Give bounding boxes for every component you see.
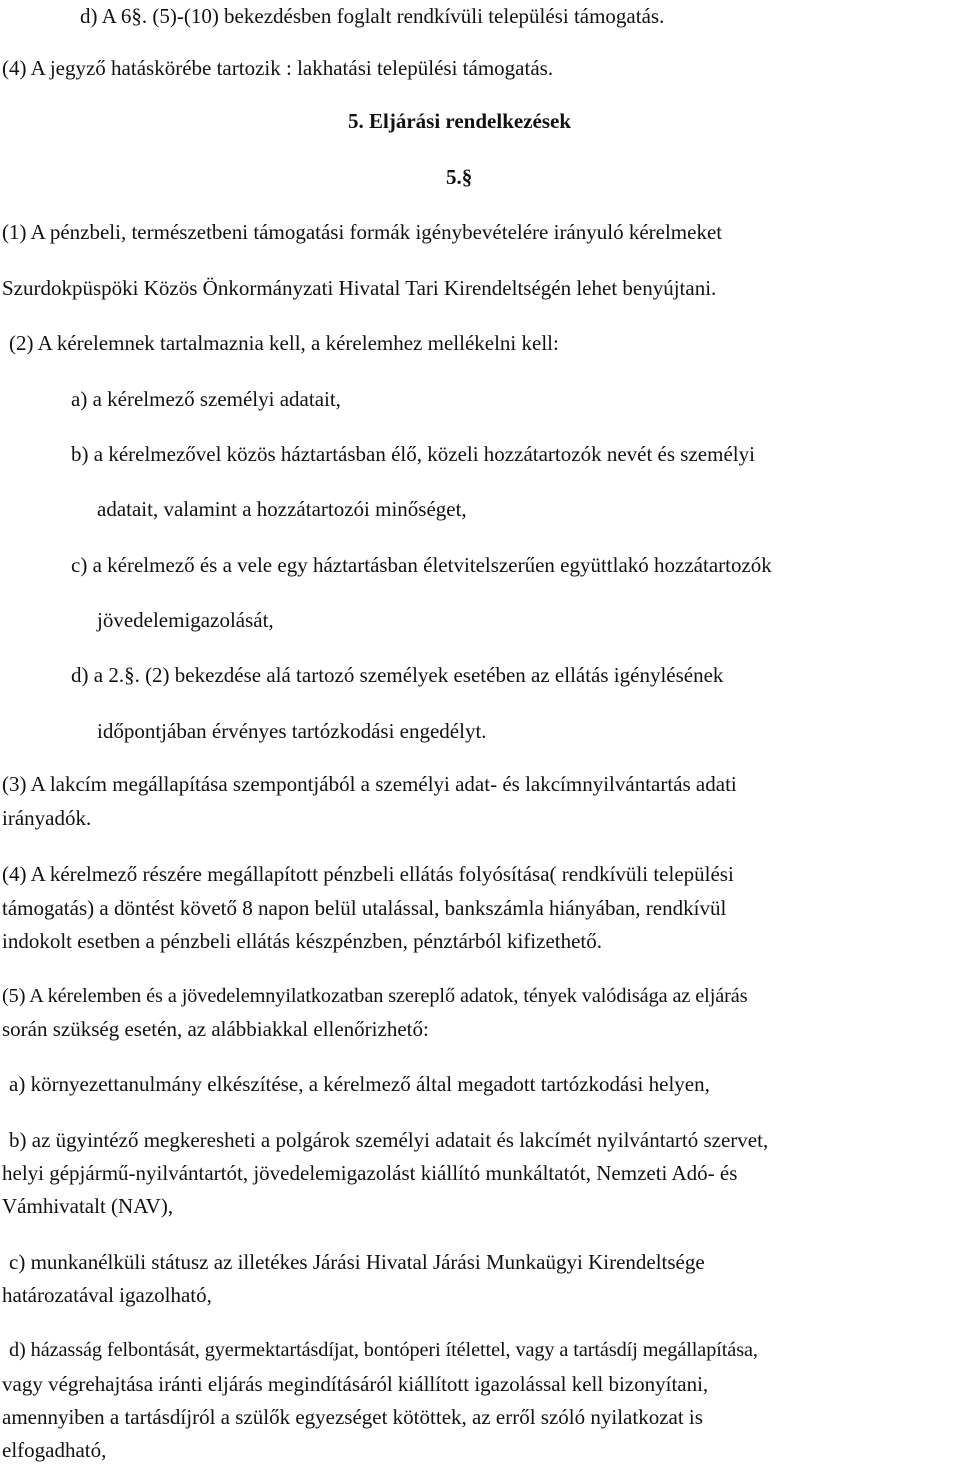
check-item-a: a) környezettanulmány elkészítése, a kérelmező által megadott tartózkodási helyen, [9, 1072, 710, 1096]
paragraph-4-jegyzo: (4) A jegyző hatáskörébe tartozik : lakhatási települési támogatás. [2, 56, 554, 80]
paragraph-5-line-1: (5) A kérelemben és a jövedelemnyilatkozatban szereplő adatok, tények valódisága az eljárás [2, 985, 748, 1007]
paragraph-1-line-2: Szurdokpüspöki Közös Önkormányzati Hivatal Tari Kirendeltségén lehet benyújtani. [2, 276, 717, 300]
paragraph-3-line-2: irányadók. [2, 806, 92, 830]
paragraph-1-line-1: (1) A pénzbeli, természetbeni támogatási formák igénybevételére irányuló kérelmeket [2, 220, 723, 244]
check-item-d-line-3: amennyiben a tartásdíjról a szülők egyezséget kötöttek, az erről szóló nyilatkozat is [2, 1405, 703, 1429]
list-item-c-line-1: c) a kérelmező és a vele egy háztartásban életvitelszerűen együttlakó hozzátartozók [71, 553, 772, 577]
check-item-b-line-2: helyi gépjármű-nyilvántartót, jövedelemigazolást kiállító munkáltatót, Nemzeti Adó- és [2, 1161, 738, 1185]
list-item-a: a) a kérelmező személyi adatait, [71, 387, 341, 411]
list-item-d-line-2: időpontjában érvényes tartózkodási engedélyt. [97, 719, 487, 743]
list-item-c-line-2: jövedelemigazolását, [97, 608, 274, 632]
list-item-b-line-1: b) a kérelmezővel közös háztartásban élő, közeli hozzátartozók nevét és személyi [71, 442, 755, 466]
check-item-d-line-1: d) házasság felbontását, gyermektartásdíjat, bontóperi ítélettel, vagy a tartásdíj megállapítása, [9, 1339, 758, 1361]
check-item-b-line-1: b) az ügyintéző megkeresheti a polgárok személyi adatait és lakcímét nyilvántartó szervet, [9, 1128, 769, 1152]
paragraph-3-line-1: (3) A lakcím megállapítása szempontjából a személyi adat- és lakcímnyilvántartás adati [2, 772, 737, 796]
paragraph-2-intro: (2) A kérelemnek tartalmaznia kell, a kérelemhez mellékelni kell: [9, 331, 559, 355]
check-item-c-line-1: c) munkanélküli státusz az illetékes Járási Hivatal Járási Munkaügyi Kirendeltsége [9, 1250, 705, 1274]
section-number: 5.§ [446, 165, 473, 189]
list-item-d-rendkivuli: d) A 6§. (5)-(10) bekezdésben foglalt rendkívüli települési támogatás. [80, 4, 665, 28]
paragraph-4-line-1: (4) A kérelmező részére megállapított pénzbeli ellátás folyósítása( rendkívüli települési [2, 862, 734, 886]
list-item-b-line-2: adatait, valamint a hozzátartozói minőséget, [97, 497, 467, 521]
paragraph-5-line-2: során szükség esetén, az alábbiakkal ellenőrizhető: [2, 1017, 429, 1041]
list-item-d-line-1: d) a 2.§. (2) bekezdése alá tartozó személyek esetében az ellátás igénylésének [71, 663, 724, 687]
check-item-b-line-3: Vámhivatalt (NAV), [2, 1194, 174, 1218]
paragraph-4-line-3: indokolt esetben a pénzbeli ellátás készpénzben, pénztárból kifizethető. [2, 929, 603, 953]
check-item-d-line-4: elfogadható, [2, 1438, 107, 1462]
paragraph-4-line-2: támogatás) a döntést követő 8 napon belül utalással, bankszámla hiányában, rendkívül [2, 896, 727, 920]
section-title-eljarasi: 5. Eljárási rendelkezések [348, 109, 572, 133]
check-item-c-line-2: határozatával igazolható, [2, 1283, 212, 1307]
check-item-d-line-2: vagy végrehajtása iránti eljárás megindításáról kiállított igazolással kell bizonyítani, [2, 1372, 709, 1396]
